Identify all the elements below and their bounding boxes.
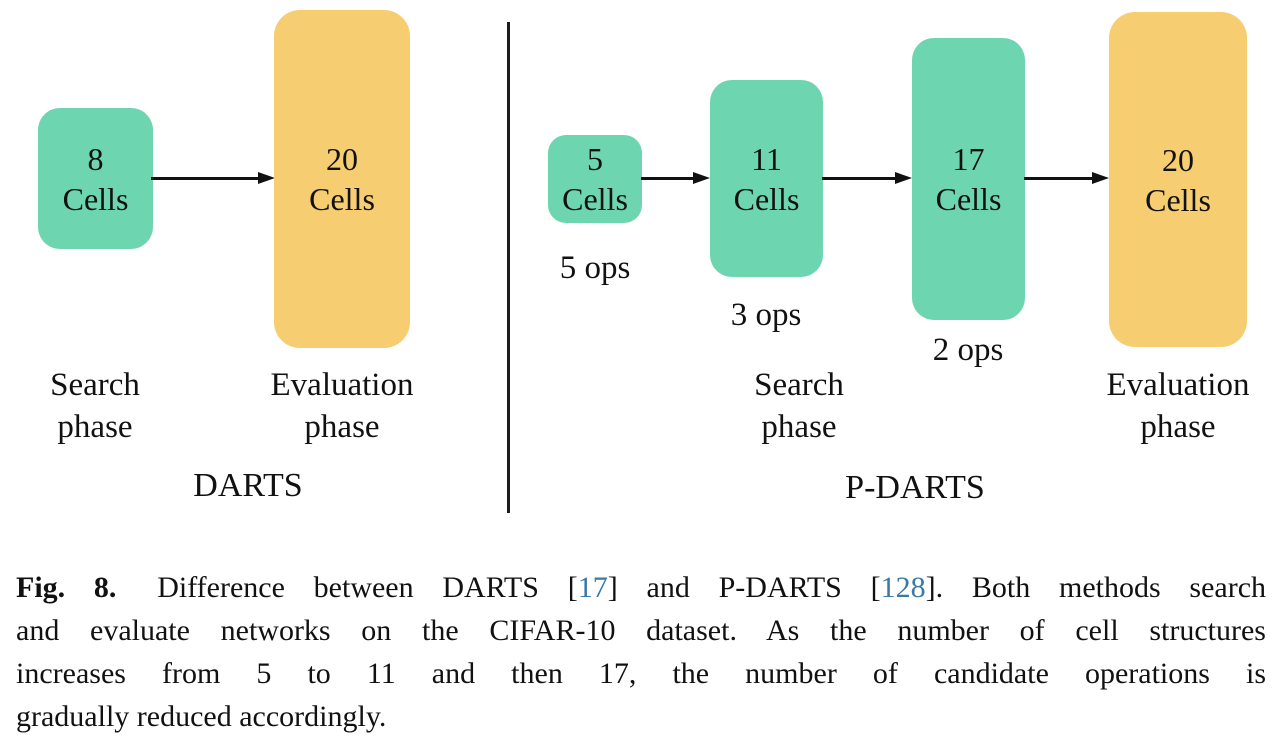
- pdarts-stage3-ops-label: 2 ops: [932, 332, 1004, 368]
- pdarts-title: P-DARTS: [845, 469, 985, 506]
- caption-line-3: increases from 5 to 11 and then 17, the number of candidate operations is: [16, 657, 1266, 690]
- figure-caption: [16, 566, 1266, 738]
- arrow-shaft: [822, 177, 895, 180]
- arrow-shaft: [641, 177, 693, 180]
- darts-search-cells-box: [38, 108, 153, 249]
- caption-line-1: [16, 566, 1266, 609]
- cell-unit: Cells: [62, 180, 129, 217]
- arrow-shaft: [1024, 177, 1092, 180]
- darts-search-phase-label: Search phase: [50, 367, 140, 445]
- arrow-head: [1092, 172, 1109, 184]
- arrow-right-icon: [641, 171, 710, 185]
- cell-unit: Cells: [1145, 181, 1211, 218]
- arrow-head: [895, 172, 912, 184]
- pdarts-eval-cells-box: [1109, 12, 1247, 347]
- cell-count: 8: [87, 140, 104, 177]
- darts-eval-phase-label: Evaluation phase: [270, 367, 414, 445]
- cell-count: 20: [326, 141, 358, 177]
- figure-number-label: Fig. 8.: [16, 571, 117, 604]
- arrow-right-icon: [822, 171, 912, 185]
- citation-128: [128]: [870, 571, 936, 604]
- arrow-head: [258, 172, 275, 184]
- panel-divider: [507, 22, 510, 513]
- caption-line-2: and evaluate networks on the CIFAR-10 dataset. As the number of cell structures: [16, 614, 1266, 647]
- arrow-right-icon: [151, 171, 275, 185]
- arrow-shaft: [151, 177, 258, 180]
- citation-17: [17]: [567, 571, 618, 604]
- caption-text: . Both methods search: [935, 571, 1267, 604]
- arrow-head: [693, 172, 710, 184]
- pdarts-stage1-ops-label: 5 ops: [559, 250, 631, 286]
- pdarts-stage1-cells-box: [548, 135, 642, 223]
- pdarts-stage2-cells-box: [710, 80, 823, 277]
- caption-text: Difference between DARTS: [157, 571, 539, 604]
- pdarts-stage2-ops-label: 3 ops: [730, 297, 802, 333]
- caption-line-4: gradually reduced accordingly.: [16, 700, 387, 733]
- cell-count: 17: [952, 141, 985, 177]
- pdarts-stage3-cells-box: [912, 38, 1025, 320]
- darts-title: DARTS: [193, 467, 303, 504]
- darts-eval-cells-box: [274, 10, 410, 348]
- cell-count: 5: [587, 141, 603, 177]
- cell-count: 11: [751, 140, 782, 177]
- cell-unit: Cells: [562, 181, 628, 217]
- cell-count: 20: [1162, 141, 1194, 178]
- cell-unit: Cells: [733, 180, 800, 217]
- caption-text: and P-DARTS: [646, 571, 842, 604]
- arrow-right-icon: [1024, 171, 1109, 185]
- cell-unit: Cells: [309, 181, 375, 217]
- citation-number: 17: [577, 571, 608, 604]
- pdarts-search-phase-label: Search phase: [754, 367, 844, 445]
- citation-number: 128: [880, 571, 926, 604]
- cell-unit: Cells: [935, 181, 1002, 217]
- pdarts-eval-phase-label: Evaluation phase: [1106, 367, 1250, 445]
